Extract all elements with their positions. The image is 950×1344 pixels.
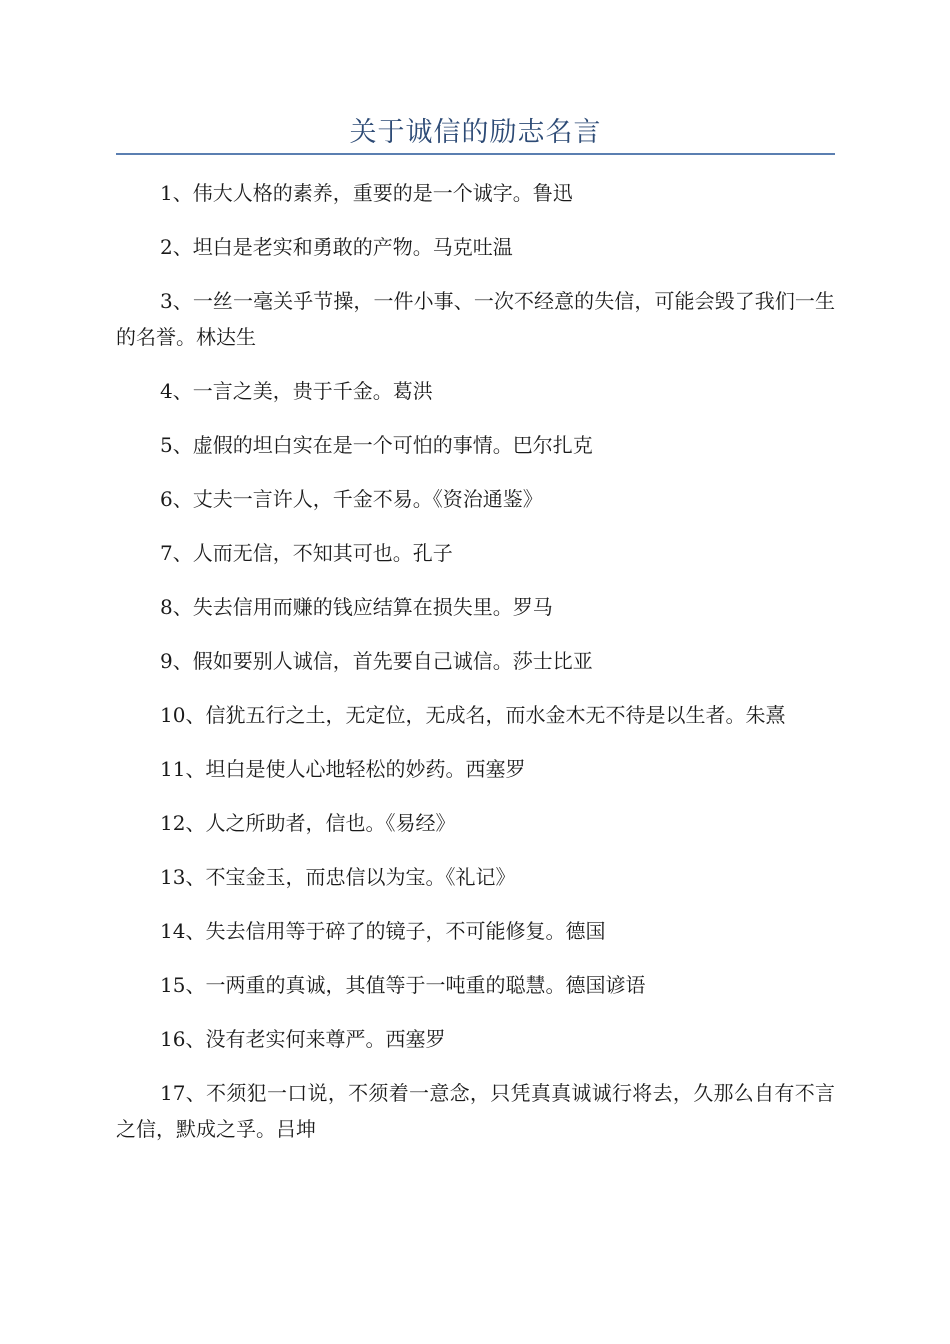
quote-item-14: 14、失去信用等于碎了的镜子，不可能修复。德国 <box>160 919 606 943</box>
quote-item-12: 12、人之所助者，信也。《易经》 <box>160 811 456 835</box>
quote-item-11: 11、坦白是使人心地轻松的妙药。西塞罗 <box>160 757 526 781</box>
quote-item-2: 2、坦白是老实和勇敢的产物。马克吐温 <box>160 235 513 259</box>
quote-item-7: 7、人而无信，不知其可也。孔子 <box>160 541 453 565</box>
quote-item-15: 15、一两重的真诚，其值等于一吨重的聪慧。德国谚语 <box>160 973 646 997</box>
document-title: 关于诚信的励志名言 <box>349 117 602 148</box>
title-underline <box>116 153 835 155</box>
quote-item-10: 10、信犹五行之土，无定位，无成名，而水金木无不待是以生者。朱熹 <box>160 703 786 727</box>
quote-item-1: 1、伟大人格的素养，重要的是一个诚字。鲁迅 <box>160 181 573 205</box>
quote-item-5: 5、虚假的坦白实在是一个可怕的事情。巴尔扎克 <box>160 433 593 457</box>
quote-item-8: 8、失去信用而赚的钱应结算在损失里。罗马 <box>160 595 553 619</box>
quote-item-6: 6、丈夫一言许人，千金不易。《资治通鉴》 <box>160 487 543 511</box>
quote-item-9: 9、假如要别人诚信，首先要自己诚信。莎士比亚 <box>160 649 593 673</box>
quote-item-17: 17、不须犯一口说，不须着一意念，只凭真真诚诚行将去，久那么自有不言之信，默成之孚。吕坤 <box>116 1081 835 1141</box>
quote-list <box>116 175 835 1165</box>
quote-item-4: 4、一言之美，贵于千金。葛洪 <box>160 379 433 403</box>
quote-item-3: 3、一丝一毫关乎节操，一件小事、一次不经意的失信，可能会毁了我们一生的名誉。林达生 <box>116 289 835 349</box>
quote-item-16: 16、没有老实何来尊严。西塞罗 <box>160 1027 446 1051</box>
quote-item-13: 13、不宝金玉，而忠信以为宝。《礼记》 <box>160 865 516 889</box>
